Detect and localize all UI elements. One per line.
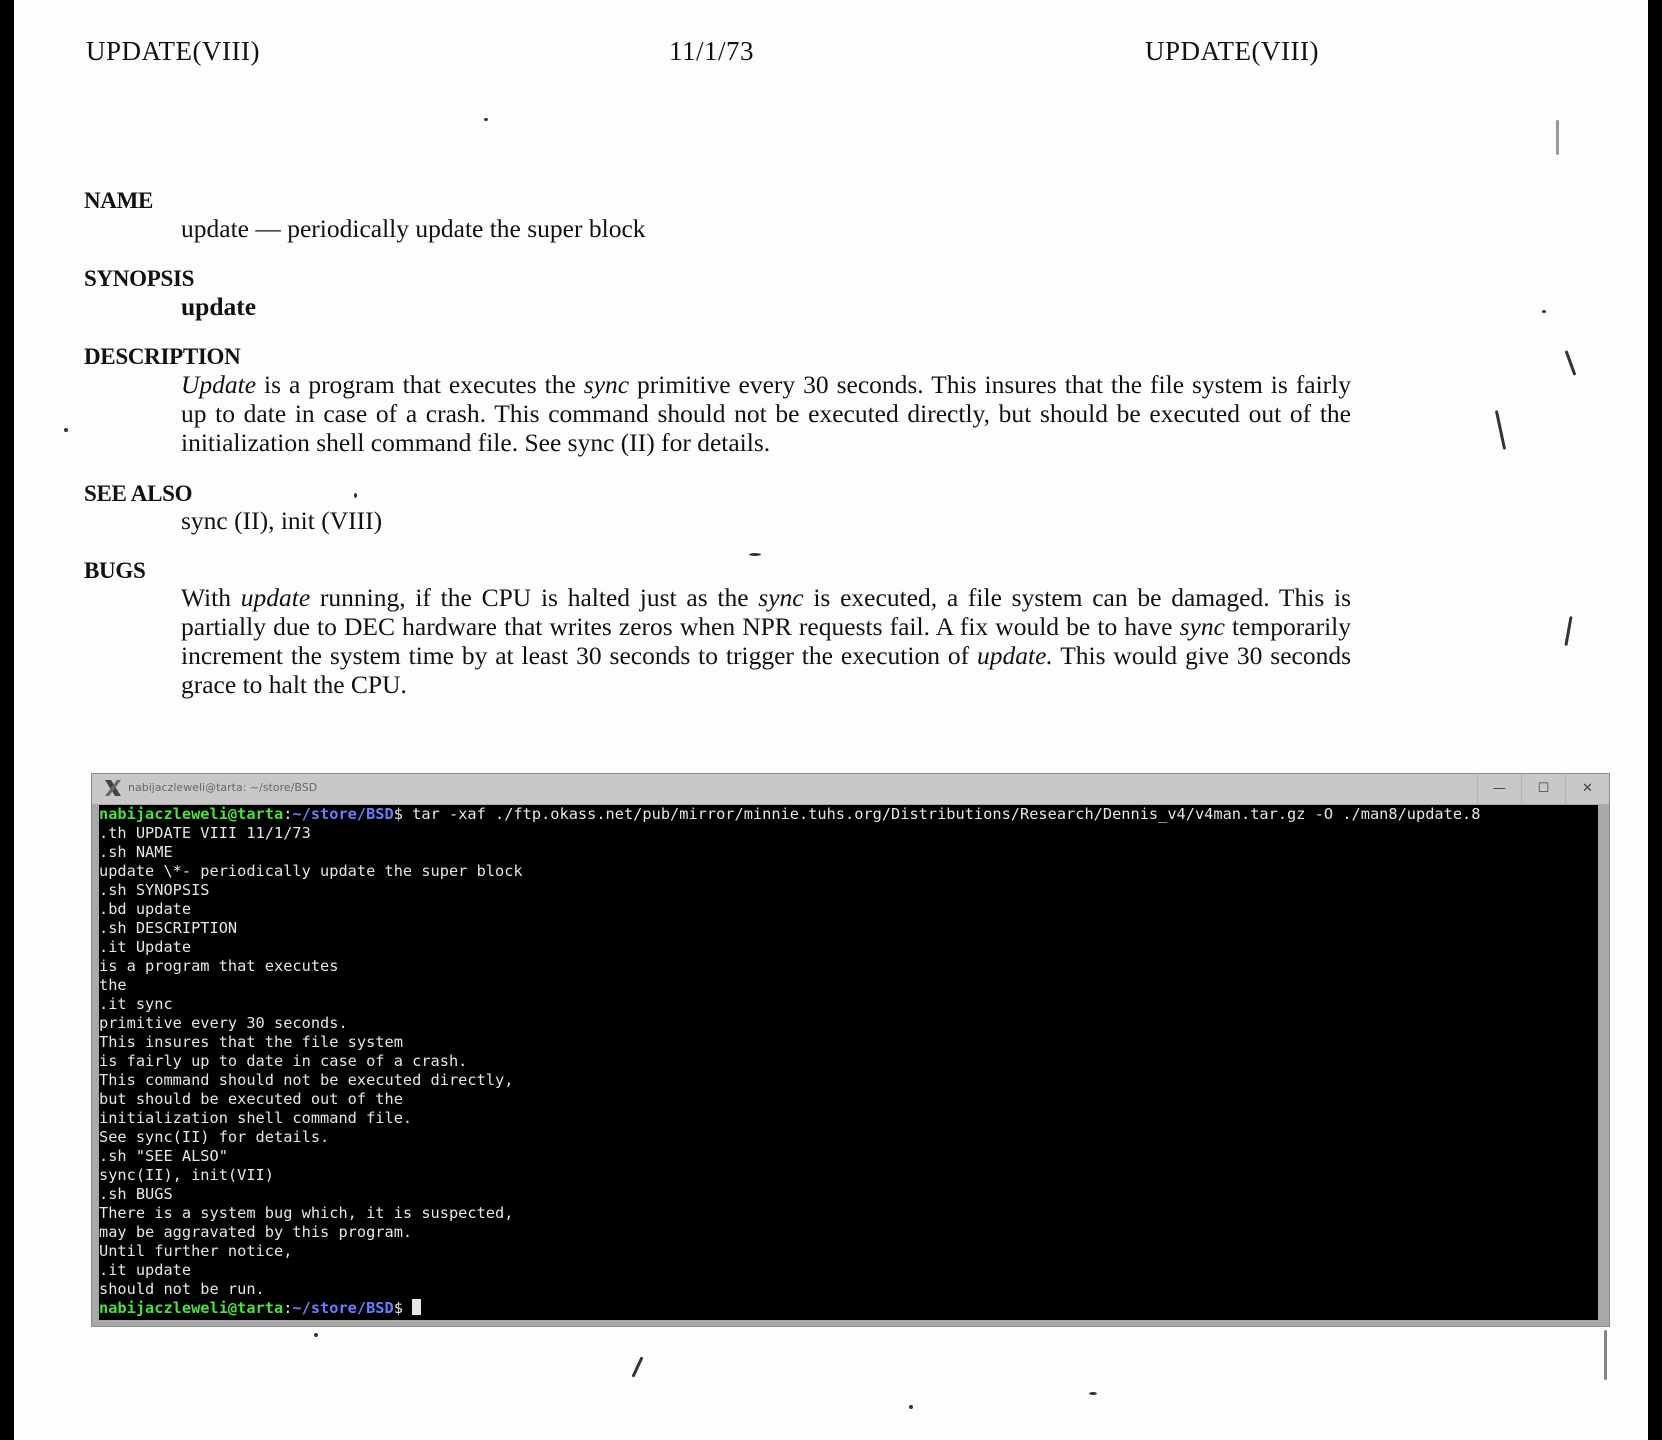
output-line: .it sync [99,995,173,1013]
bugs-part4: temporarily increment the system time by at least 30 seconds to trigger the execution of [181,612,1351,670]
output-line: but should be executed out of the [99,1090,403,1108]
output-lines [99,824,523,1298]
output-line: is a program that executes [99,957,339,975]
scan-speck [1556,120,1559,155]
output-line: .sh BUGS [99,1185,173,1203]
output-line: .it Update [99,938,192,956]
bugs-part2: running, if the CPU is halted just as the [310,583,759,612]
output-line: may be aggravated by this program. [99,1223,413,1241]
scan-speck [1565,350,1577,375]
terminal-titlebar[interactable] [92,774,1609,804]
bugs-word-update: update [240,583,311,612]
output-line: See sync(II) for details. [99,1128,330,1146]
output-line: should not be run. [99,1280,265,1298]
output-line: .sh DESCRIPTION [99,919,238,937]
output-line: This insures that the file system [99,1033,403,1051]
header-right: UPDATE(VIII) [1145,36,1319,66]
output-line: This command should not be executed directly, [99,1071,514,1089]
close-button[interactable]: ✕ [1565,774,1609,804]
output-line: primitive every 30 seconds. [99,1014,348,1032]
scan-speck [749,553,761,556]
output-line: initialization shell command file. [99,1109,413,1127]
prompt-path: ~/store/BSD [292,1299,394,1317]
output-line: the [99,976,127,994]
description-word-update: Update [181,370,257,399]
output-line: .sh "SEE ALSO" [99,1147,228,1165]
terminal-screen[interactable] [99,805,1598,1320]
scan-speck [354,493,357,498]
output-line: .bd update [99,900,192,918]
header-left: UPDATE(VIII) [86,36,260,66]
scan-speck [909,1405,913,1409]
minimize-button[interactable]: — [1477,774,1521,804]
output-line: .it update [99,1261,192,1279]
section-name-heading: NAME [84,188,154,213]
output-line: .sh NAME [99,843,173,861]
bugs-paragraph [181,583,1351,699]
output-line: update \*- periodically update the super block [99,862,523,880]
scan-speck [484,118,488,121]
bugs-part3: is executed, a file system can be damaged. This is partially due to DEC hardware that writes zeros when NPR requests fail. A fix would be to have [181,583,1352,641]
section-see-also-heading: SEE ALSO [84,481,193,506]
description-paragraph [181,370,1351,457]
maximize-button[interactable]: ☐ [1521,774,1565,804]
scan-speck [631,1356,643,1377]
output-line: There is a system bug which, it is suspected, [99,1204,514,1222]
synopsis-text: update [181,292,257,321]
prompt-symbol: $ [393,1299,413,1317]
output-line: .sh SYNOPSIS [99,881,210,899]
scan-speck [1564,616,1572,646]
bugs-part1: With [181,583,241,612]
description-part1: is a program that executes the [256,370,584,399]
see-also-text: sync (II), init (VIII) [181,506,383,535]
x11-logo-icon [104,779,122,797]
prompt-user-host: nabijaczleweli@tarta [99,1299,284,1317]
prompt-path: ~/store/BSD [292,805,394,823]
output-line: Until further notice, [99,1242,293,1260]
terminal-title: nabijaczleweli@tarta: ~/store/BSD [128,781,318,794]
scan-speck [1604,1330,1607,1380]
prompt-user-host: nabijaczleweli@tarta [99,805,284,823]
bugs-word-sync: sync [758,583,804,612]
scan-speck [1089,1392,1097,1395]
scanned-manpage [14,0,1648,1440]
header-date: 11/1/73 [669,36,755,66]
command-line [99,805,1480,823]
bugs-word-update-2: update. [976,641,1053,670]
prompt-separator: : [283,805,293,823]
output-line: .th UPDATE VIII 11/1/73 [99,824,311,842]
description-part2: primitive every 30 seconds. This insures that the file system is fairly up to date in case of a crash. This command should not be executed directly, but should be executed out of the initialization shell command file. See sync (II) for details. [181,370,1351,457]
scan-speck [64,428,68,432]
command-text: tar -xaf ./ftp.okass.net/pub/mirror/minnie.tuhs.org/Distributions/Research/Dennis_v4/v4man.tar.gz -O ./man8/update.8 [412,805,1481,823]
text-cursor [412,1299,421,1315]
output-line: sync(II), init(VII) [99,1166,274,1184]
prompt-symbol: $ [393,805,413,823]
section-bugs-heading: BUGS [84,558,146,583]
section-description-heading: DESCRIPTION [84,344,241,369]
scan-speck [314,1333,318,1337]
terminal-output [99,805,1598,1318]
bugs-word-sync-2: sync [1179,612,1225,641]
scan-speck [1495,410,1506,450]
bugs-part5: This would give 30 seconds grace to halt the CPU. [181,641,1351,699]
name-text: update — periodically update the super block [181,214,646,243]
description-word-sync: sync [583,370,630,399]
scan-speck [1542,310,1546,313]
terminal-window[interactable] [91,773,1610,1327]
prompt-separator: : [283,1299,293,1317]
output-line: is fairly up to date in case of a crash. [99,1052,468,1070]
final-prompt-line[interactable] [99,1299,421,1317]
section-synopsis-heading: SYNOPSIS [84,266,195,291]
